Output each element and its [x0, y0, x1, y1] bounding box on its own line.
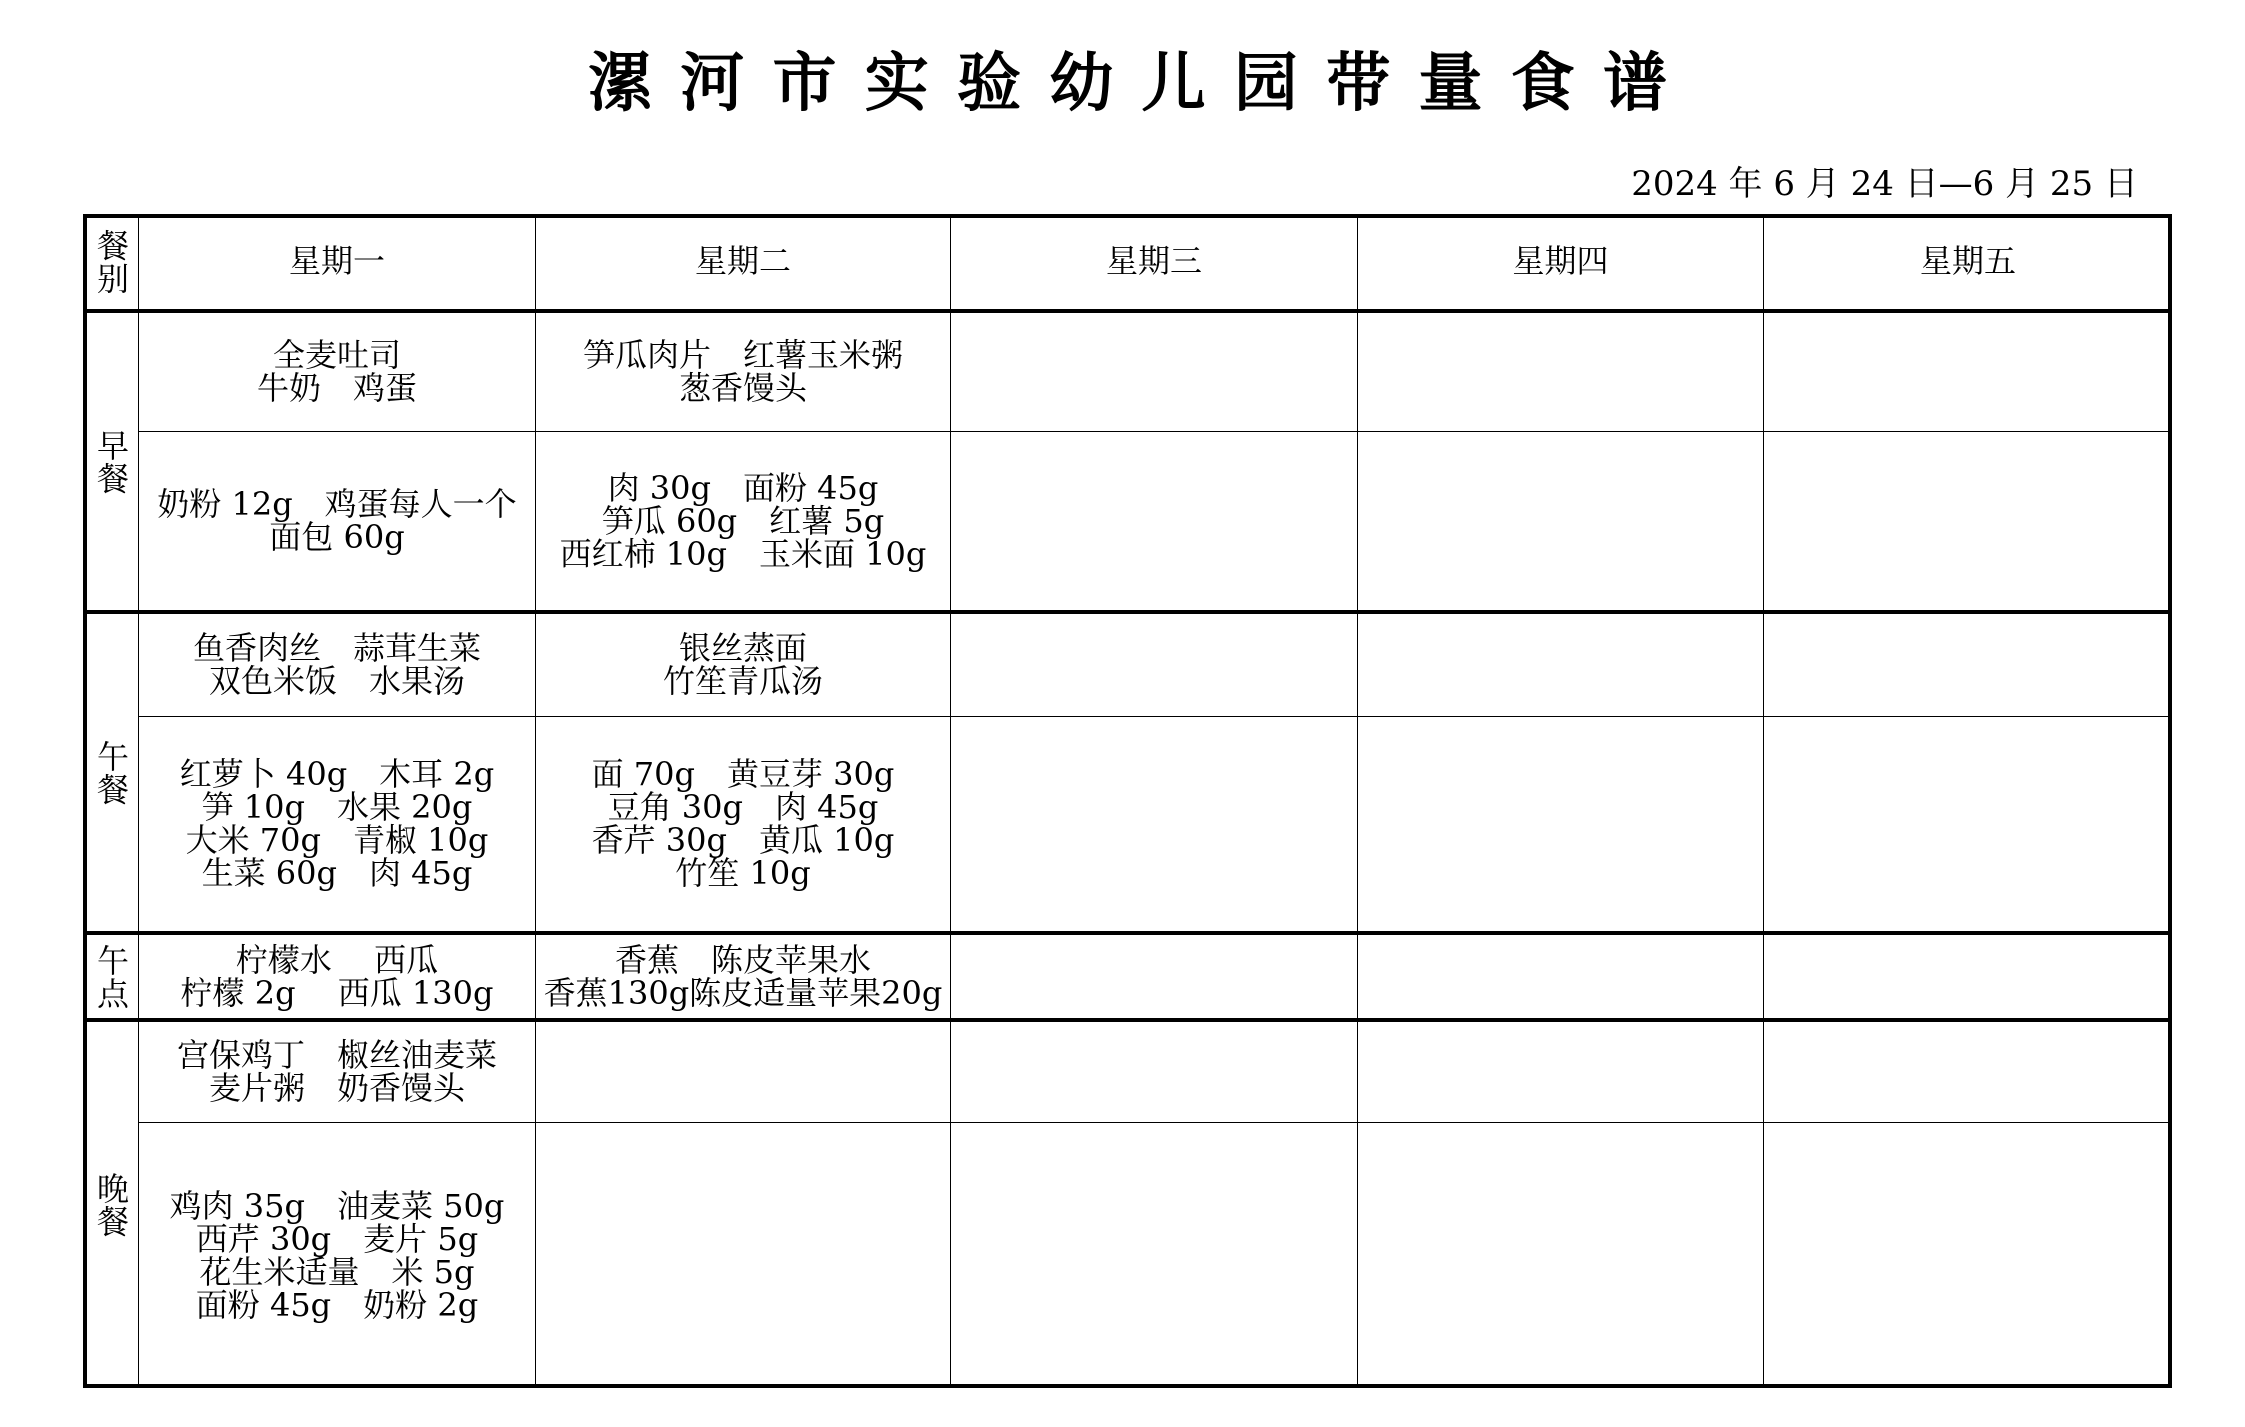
- snack-fri: [1764, 935, 2172, 1022]
- page-title: 漯 河 市 实 验 幼 儿 园 带 量 食 谱: [587, 46, 1668, 121]
- meal-label-text: 早餐: [92, 428, 130, 495]
- snack-mon: [139, 935, 536, 1022]
- lunch-dishes-mon: [139, 614, 536, 717]
- lunch-amounts-wed: [951, 717, 1358, 935]
- snack-thu: [1358, 935, 1764, 1022]
- breakfast-amounts-fri: [1764, 432, 2172, 614]
- snack-tue: [536, 935, 951, 1022]
- meal-label-text: 午点: [92, 943, 130, 1010]
- dinner-dishes-thu: [1358, 1022, 1764, 1123]
- amount-list: 面 70g 黄豆芽 30g 豆角 30g 肉 45g 香芹 30g 黄瓜 10g 竹笙 10g: [591, 755, 895, 892]
- lunch-dishes-fri: [1764, 614, 2172, 717]
- breakfast-amounts-thu: [1358, 432, 1764, 614]
- dinner-amounts-mon: [139, 1123, 536, 1388]
- lunch-dishes-thu: [1358, 614, 1764, 717]
- meal-label-snack: [83, 935, 139, 1022]
- dish-list: 香蕉 陈皮苹果水: [614, 940, 871, 979]
- day-header-label: 星期四: [1512, 242, 1609, 280]
- day-header-label: 星期三: [1105, 242, 1202, 280]
- dish-list: 柠檬水 西瓜: [235, 940, 439, 979]
- meal-label-dinner: [83, 1022, 139, 1388]
- meal-label-text: 午餐: [92, 739, 130, 806]
- dinner-dishes-tue: [536, 1022, 951, 1123]
- day-header-wed: [951, 214, 1358, 313]
- lunch-amounts-mon: [139, 717, 536, 935]
- day-header-label: 星期二: [694, 242, 791, 280]
- date-range: 2024 年 6 月 24 日—6 月 25 日: [1631, 164, 2138, 204]
- dish-list: 笋瓜肉片 红薯玉米粥 葱香馒头: [582, 336, 903, 407]
- amount-list: 肉 30g 面粉 45g 笋瓜 60g 红薯 5g 西红柿 10g 玉米面 10g: [559, 468, 927, 573]
- day-header-label: 星期一: [288, 242, 385, 280]
- breakfast-amounts-tue: [536, 432, 951, 614]
- dish-list: 鱼香肉丝 蒜茸生菜 双色米饭 水果汤: [192, 629, 481, 700]
- day-header-fri: [1764, 214, 2172, 313]
- breakfast-dishes-fri: [1764, 313, 2172, 432]
- meal-label-breakfast: [83, 313, 139, 614]
- lunch-amounts-fri: [1764, 717, 2172, 935]
- day-header-tue: [536, 214, 951, 313]
- breakfast-dishes-thu: [1358, 313, 1764, 432]
- amount-list: 香蕉130g陈皮适量苹果20g: [543, 973, 943, 1012]
- dish-list: 银丝蒸面 竹笙青瓜汤: [662, 629, 823, 700]
- lunch-dishes-tue: [536, 614, 951, 717]
- dinner-amounts-tue: [536, 1123, 951, 1388]
- dish-list: 全麦吐司 牛奶 鸡蛋: [256, 336, 417, 407]
- snack-stack: [543, 940, 943, 1012]
- amount-list: 鸡肉 35g 油麦菜 50g 西芹 30g 麦片 5g 花生米适量 米 5g 面粉 45g 奶粉 2g: [169, 1186, 505, 1324]
- meal-label-text: 晚餐: [92, 1172, 130, 1238]
- breakfast-dishes-mon: [139, 313, 536, 432]
- amount-list: 红萝卜 40g 木耳 2g 笋 10g 水果 20g 大米 70g 青椒 10g 生菜 60g 肉 45g: [179, 755, 495, 892]
- menu-table: [83, 214, 2172, 1388]
- dinner-amounts-thu: [1358, 1123, 1764, 1388]
- dinner-amounts-wed: [951, 1123, 1358, 1388]
- lunch-amounts-tue: [536, 717, 951, 935]
- day-header-thu: [1358, 214, 1764, 313]
- meal-label-lunch: [83, 614, 139, 935]
- dinner-dishes-wed: [951, 1022, 1358, 1123]
- breakfast-amounts-wed: [951, 432, 1358, 614]
- snack-wed: [951, 935, 1358, 1022]
- day-header-mon: [139, 214, 536, 313]
- lunch-amounts-thu: [1358, 717, 1764, 935]
- dinner-amounts-fri: [1764, 1123, 2172, 1388]
- breakfast-amounts-mon: [139, 432, 536, 614]
- breakfast-dishes-wed: [951, 313, 1358, 432]
- amount-list: 奶粉 12g 鸡蛋每人一个 面包 60g: [157, 485, 517, 556]
- day-header-label: 星期五: [1919, 242, 2016, 280]
- meal-type-header-label: 餐别: [92, 228, 130, 295]
- breakfast-dishes-tue: [536, 313, 951, 432]
- amount-list: 柠檬 2g 西瓜 130g: [180, 973, 494, 1012]
- meal-type-header: [83, 214, 139, 313]
- lunch-dishes-wed: [951, 614, 1358, 717]
- snack-stack: [180, 940, 494, 1012]
- dish-list: 宫保鸡丁 椒丝油麦菜 麦片粥 奶香馒头: [176, 1036, 497, 1107]
- dinner-dishes-fri: [1764, 1022, 2172, 1123]
- dinner-dishes-mon: [139, 1022, 536, 1123]
